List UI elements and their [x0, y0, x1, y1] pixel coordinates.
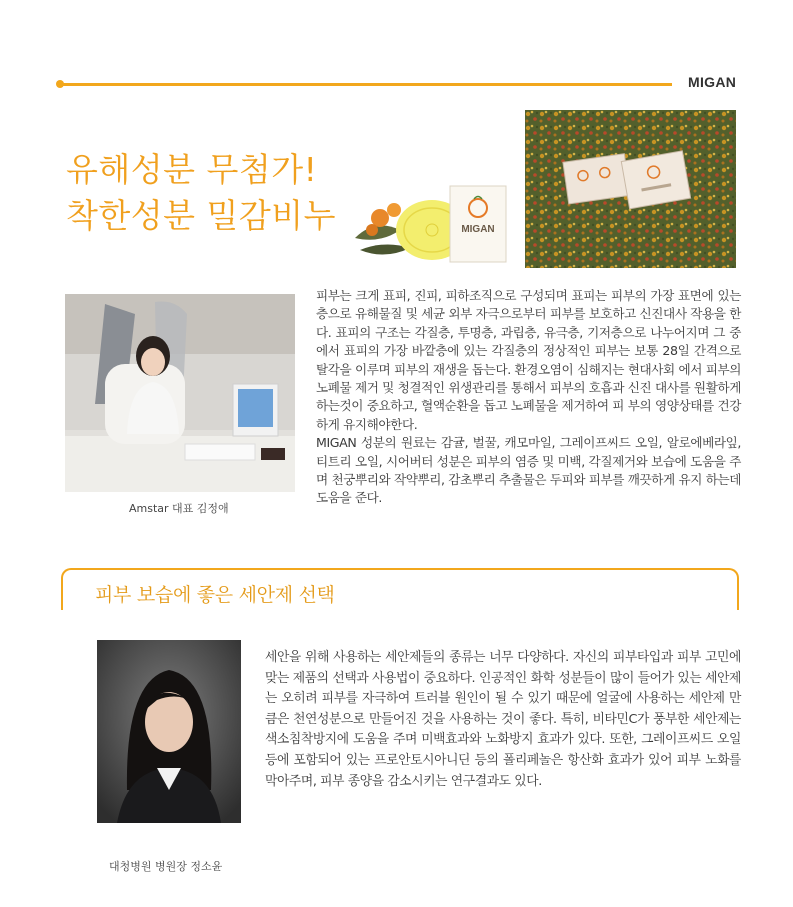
- brand-label: MIGAN: [688, 74, 737, 90]
- divider-dot: [56, 80, 64, 88]
- director-photo: [97, 640, 241, 823]
- top-divider: [60, 83, 672, 86]
- section2-title: 피부 보습에 좋은 세안제 선택: [95, 584, 335, 606]
- product-box-label: MIGAN: [461, 224, 495, 235]
- section2-body: [265, 648, 741, 792]
- soap-product-image: [350, 178, 510, 268]
- director-photo-caption: 대청병원 병원장 정소윤: [109, 860, 223, 873]
- section1-body: [316, 287, 741, 508]
- headline-line-2: 착한성분 밀감비누: [66, 196, 337, 235]
- product-field-photo: [525, 110, 736, 268]
- section1-paragraph-1: 피부는 크게 표피, 진피, 피하조직으로 구성되며 표피는 피부의 가장 표면에 있는 층으로 유해물질 및 세균 외부 자극으로부터 피부를 보호하고 신진대사 작용을 한다. 표피의 구조는 각질층, 투명층, 과립층, 유극층, 기저층으로 나누어지며 그 중에서 표피의 가장 바깥층에 있는 각질층의 정상적인 피부는 보통 28일 간격으로 탈각을 이루며 피부의 재생을 돕는다. 환경오염이 심해지는 현대사회 에서 피부의 노폐물 제거 및 청결적인 위생관리를 통해서 피부의 호흡과 신진 대사를 원활하게 하는것이 중요하고, 혈액순환을 돕고 노폐물을 제거하여 피 부의 영양상태를 건강하게 유지해야한다.: [316, 288, 741, 432]
- section2-paragraph: 세안을 위해 사용하는 세안제들의 종류는 너무 다양하다. 자신의 피부타입과 피부 고민에 맞는 제품의 선택과 사용법이 중요하다. 인공적인 화학 성분들이 많이 들어가 있는 세안제는 오히려 피부를 자극하여 트러블 원인이 될 수 있기 때문에 얼굴에 사용하는 세안제 만큼은 천연성분으로 만들어진 것을 사용하는 것이 좋다. 특히, 비타민C가 풍부한 세안제는 색소침착방지에 도움을 주며 미백효과와 노화방지 효과가 있다. 또한, 그레이프씨드 오일 등에 포함되어 있는 프로안토시아니딘 등의 폴리페놀은 항산화 효과가 있어 피부 노화를 막아주며, 피부 종양을 감소시키는 연구결과도 있다.: [265, 650, 741, 789]
- headline-line-1: 유해성분 무첨가!: [66, 150, 318, 189]
- section1-paragraph-2: MIGAN 성분의 원료는 감귤, 벌꿀, 캐모마일, 그레이프씨드 오일, 알로에베라잎, 티트리 오일, 시어버터 성분은 피부의 염증 및 미백, 각질제거와 보습에 도움을 주며 천궁뿌리와 작약뿌리, 감초뿌리 추출물은 두피와 피부를 깨끗하게 유지 하는데 도움을 준다.: [316, 435, 741, 506]
- ceo-photo-caption: Amstar 대표 김정애: [129, 502, 229, 515]
- ceo-photo: [65, 294, 295, 492]
